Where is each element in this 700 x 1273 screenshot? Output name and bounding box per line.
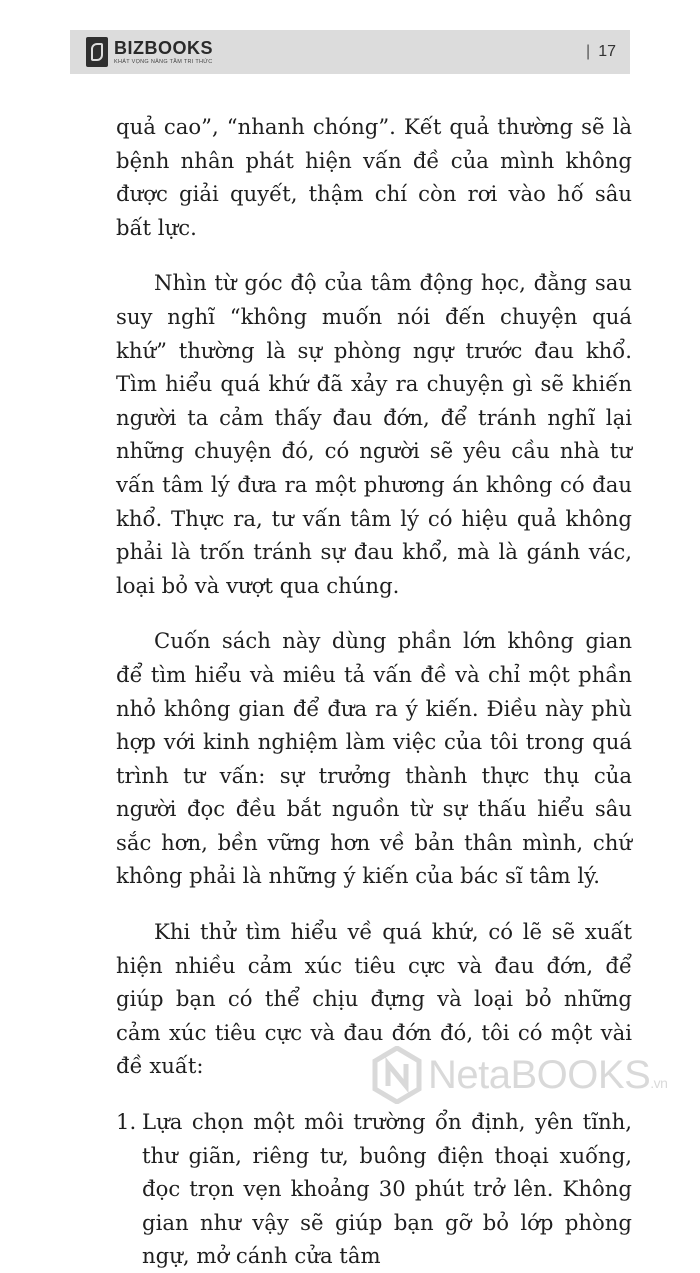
- brand-tagline: KHÁT VỌNG NÂNG TẦM TRI THỨC: [114, 58, 213, 65]
- paragraph-2: Nhìn từ góc độ của tâm động học, đằng sau suy nghĩ “không muốn nói đến chuyện quá khứ” thường là sự phòng ngự trước đau khổ. Tìm hiểu quá khứ đã xảy ra chuyện gì sẽ khiến người ta cảm thấy đau đớn, để tránh nghĩ lại những chuyện đó, có người sẽ yêu cầu nhà tư vấn tâm lý đưa ra một phương án không có đau khổ. Thực ra, tư vấn tâm lý có hiệu quả không phải là trốn tránh sự đau khổ, mà là gánh vác, loại bỏ và vượt qua chúng.: [116, 270, 632, 598]
- watermark: [372, 1040, 667, 1110]
- netabooks-logo-icon: [372, 1046, 422, 1104]
- page-number-separator: |: [586, 43, 591, 60]
- paragraph-4: Khi thử tìm hiểu về quá khứ, có lẽ sẽ xuất hiện nhiều cảm xúc tiêu cực và đau đớn, để giúp bạn có thể chịu đựng và loại bỏ những cảm xúc tiêu cực và đau đớn đó, tôi có một vài đề xuất:: [116, 919, 632, 1079]
- page-number: | 17: [586, 43, 616, 60]
- page-header: [70, 30, 630, 74]
- paragraph-1: quả cao”, “nhanh chóng”. Kết quả thường sẽ là bệnh nhân phát hiện vấn đề của mình không được giải quyết, thậm chí còn rơi vào hố sâu bất lực.: [116, 114, 632, 240]
- paragraph-3: Cuốn sách này dùng phần lớn không gian để tìm hiểu và miêu tả vấn đề và chỉ một phần nhỏ không gian để đưa ra ý kiến. Điều này phù hợp với kinh nghiệm làm việc của tôi trong quá trình tư vấn: sự trưởng thành thực thụ của người đọc đều bắt nguồn từ sự thấu hiểu sâu sắc hơn, bền vững hơn về bản thân mình, chứ không phải là những ý kiến của bác sĩ tâm lý.: [116, 628, 632, 889]
- brand-name: BIZBOOKS: [114, 37, 214, 58]
- publisher-logo: [70, 37, 213, 67]
- list-item-text: Lựa chọn một môi trường ổn định, yên tĩnh, thư giãn, riêng tư, buông điện thoại xuống, đọc trọn vẹn khoảng 30 phút trở lên. Không gian như vậy sẽ giúp bạn gỡ bỏ lớp phòng ngự, mở cánh cửa tâm: [142, 1109, 632, 1269]
- bizbooks-logo-icon: [86, 37, 108, 67]
- list-item: [116, 1105, 632, 1273]
- list-item-number: 1.: [116, 1109, 137, 1135]
- watermark-text: NetaBOOKS.vn: [428, 1052, 668, 1097]
